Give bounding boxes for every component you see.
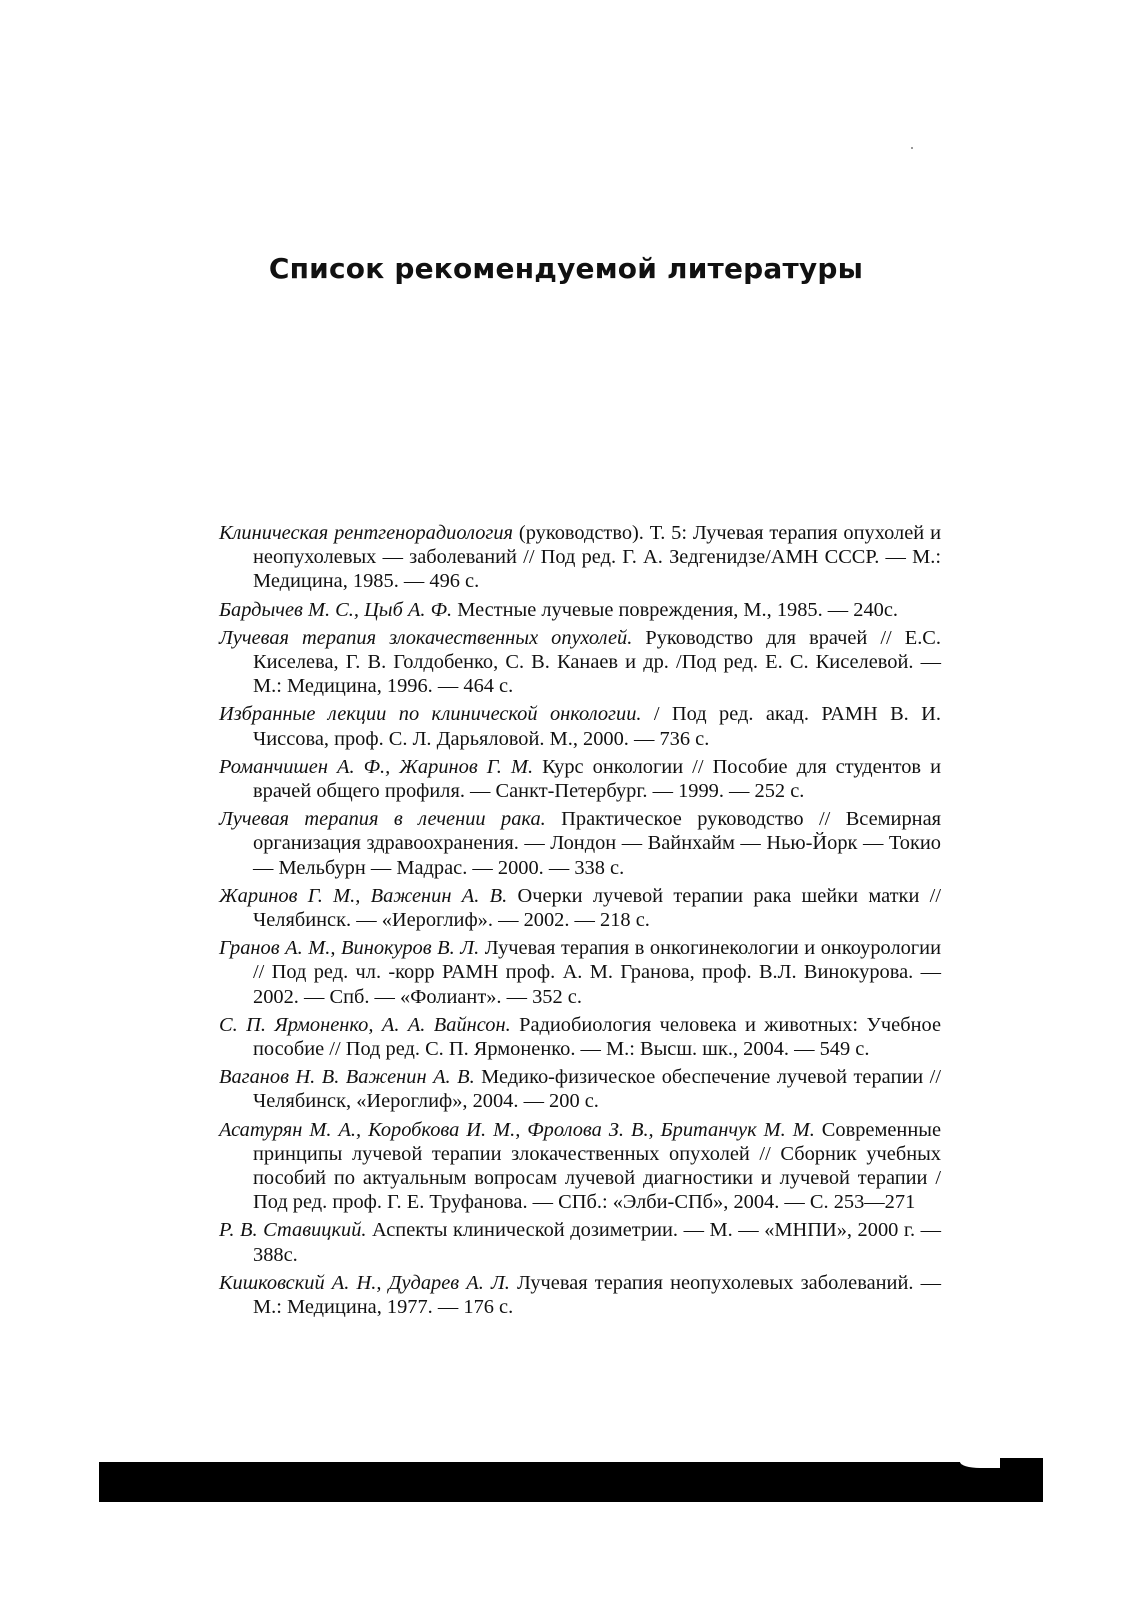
reference-text: Курс онкологии // Пособие для студентов и врачей общего профиля. — Санкт-Петербург. — 1999. — 252 с. <box>253 755 941 803</box>
reference-authors: Бардычев М. С., Цыб А. Ф. <box>219 598 453 621</box>
reference-authors: Р. В. Ставицкий. <box>219 1219 367 1242</box>
scan-speck <box>911 147 913 149</box>
reference-text: Современные принципы лучевой терапии злокачественных опухолей // Сборник учебных пособий по актуальным вопросам лучевой диагностики и лучевой терапии / Под ред. проф. Г. Е. Труфанова. — СПб.: «Элби-СПб», 2004. — С. 253—271 <box>253 1118 942 1214</box>
reference-item <box>219 1218 941 1266</box>
reference-authors: Лучевая терапия в лечении рака. <box>219 808 546 831</box>
reference-authors: Асатурян М. А., Коробкова И. М., Фролова З. В., Британчук М. М. <box>219 1118 815 1141</box>
reference-item <box>219 702 941 750</box>
reference-authors: Жаринов Г. М., Важенин А. В. <box>219 884 508 907</box>
reference-text: Радиобиология человека и животных: Учебное пособие // Под ред. С. П. Ярмоненко. — М.: Высш. шк., 2004. — 549 с. <box>253 1013 941 1061</box>
reference-text: Очерки лучевой терапии рака шейки матки // Челябинск. — «Иероглиф». — 2002. — 218 с. <box>253 884 941 932</box>
reference-authors: С. П. Ярмоненко, А. А. Вайнсон. <box>219 1013 511 1036</box>
reference-text: (руководство). Т. 5: Лучевая терапия опухолей и неопухолевых — заболеваний // Под ред. Г. А. Зедгенидзе/АМН СССР. — М.: Медицина, 1985. — 496 с. <box>253 522 941 593</box>
reference-item <box>219 1065 941 1113</box>
reference-text: / Под ред. акад. РАМН В. И. Чиссова, проф. С. Л. Дарьяловой. М., 2000. — 736 с. <box>253 703 941 750</box>
reference-text: Аспекты клинической дозиметрии. — М. — «МНПИ», 2000 г. — 388с. <box>253 1219 941 1266</box>
reference-item <box>219 807 941 880</box>
reference-text: Практическое руководство // Всемирная организация здравоохранения. — Лондон — Вайнхайм — Нью-Йорк — Токио — Мельбурн — Мадрас. — 2000. — 338 с. <box>253 808 941 879</box>
reference-list <box>219 521 941 1323</box>
reference-item <box>219 521 941 594</box>
reference-text: Местные лучевые повреждения, М., 1985. — 240с. <box>452 598 899 621</box>
reference-item <box>219 936 941 1009</box>
reference-authors: Кишковский А. Н., Дударев А. Л. <box>219 1271 510 1294</box>
reference-authors: Романчишен А. Ф., Жаринов Г. М. <box>219 755 534 778</box>
scan-edge-bar <box>99 1462 1043 1502</box>
reference-item <box>219 626 941 699</box>
reference-authors: Лучевая терапия злокачественных опухолей. <box>219 626 633 649</box>
reference-item <box>219 884 941 932</box>
reference-item <box>219 1013 941 1061</box>
reference-item <box>219 1118 941 1215</box>
reference-authors: Гранов А. М., Винокуров В. Л. <box>219 937 480 960</box>
reference-item <box>219 1271 941 1319</box>
reference-text: Медико-физическое обеспечение лучевой терапии // Челябинск, «Иероглиф», 2004. — 200 с. <box>253 1066 941 1113</box>
reference-authors: Избранные лекции по клинической онкологии. <box>219 703 642 726</box>
page-title: Список рекомендуемой литературы <box>268 252 864 285</box>
reference-text: Лучевая терапия неопухолевых заболеваний. — М.: Медицина, 1977. — 176 с. <box>253 1271 941 1319</box>
scan-edge-tail <box>1000 1458 1043 1464</box>
reference-item <box>219 598 941 622</box>
reference-text: Руководство для врачей // Е.С. Киселева, Г. В. Голдобенко, С. В. Канаев и др. /Под ред. Е. С. Киселевой. — М.: Медицина, 1996. — 464 с. <box>253 626 941 698</box>
reference-authors: Клиническая рентгенорадиология <box>219 522 514 544</box>
reference-item <box>219 755 941 803</box>
reference-authors: Ваганов Н. В. Важенин А. В. <box>219 1066 475 1089</box>
reference-text: Лучевая терапия в онкогинекологии и онкоурологии // Под ред. чл. -корр РАМН проф. А. М. Гранова, проф. В.Л. Винокурова. — 2002. — Спб. — «Фолиант». — 352 с. <box>253 937 941 1008</box>
